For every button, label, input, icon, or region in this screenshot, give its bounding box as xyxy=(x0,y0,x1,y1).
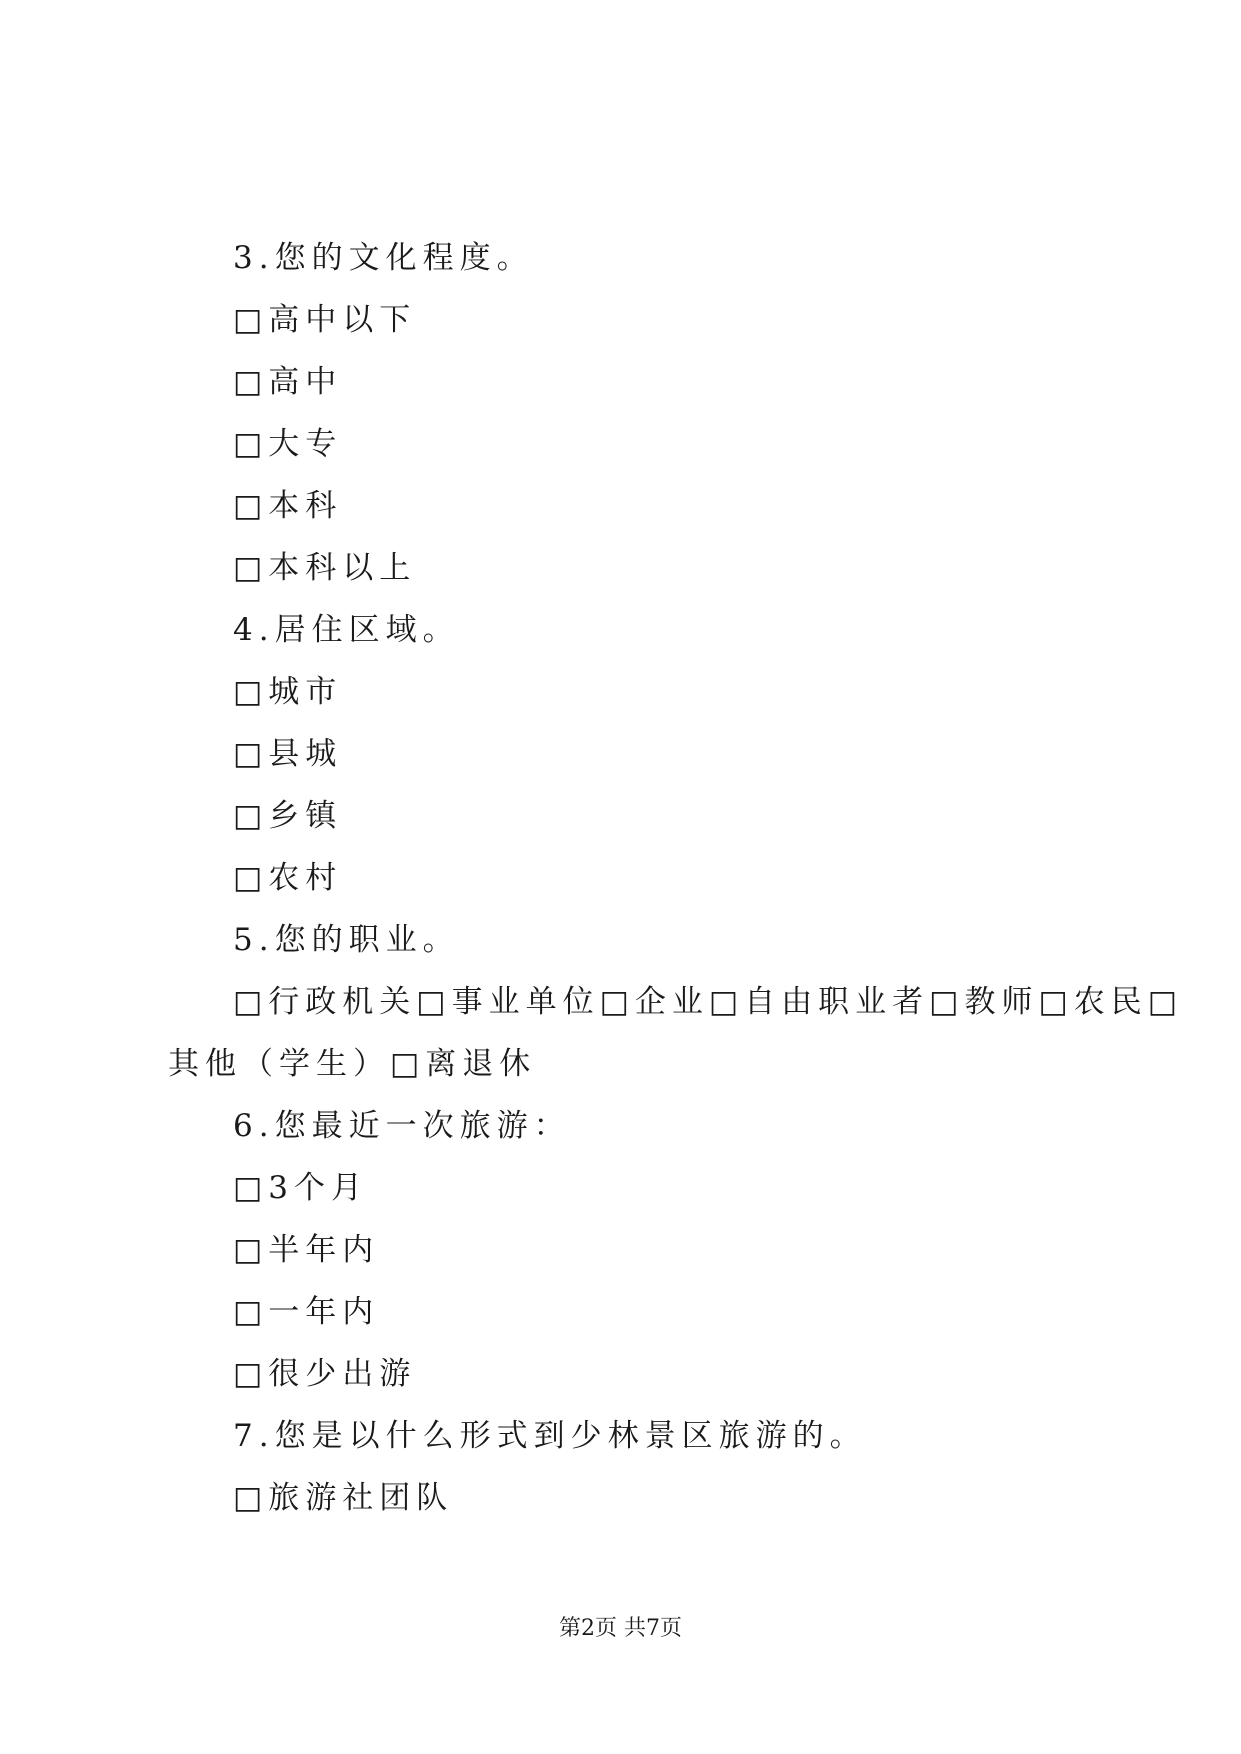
option-rural: □农村 xyxy=(233,860,343,896)
question-7-heading: 7.您是以什么形式到少林景区旅游的。 xyxy=(233,1418,867,1454)
question-3-heading: 3.您的文化程度。 xyxy=(233,240,534,276)
occupation-options: □行政机关□事业单位□企业□自由职业者□教师□农民□ xyxy=(233,984,1184,1020)
option-county-town: □县城 xyxy=(233,736,343,772)
option-one-year: □一年内 xyxy=(233,1294,380,1330)
option-above-bachelor: □本科以上 xyxy=(233,550,417,586)
option-below-high-school: □高中以下 xyxy=(233,302,417,338)
option-high-school: □高中 xyxy=(233,364,343,400)
question-5-heading: 5.您的职业。 xyxy=(233,922,460,958)
question-6-heading: 6.您最近一次旅游： xyxy=(233,1108,571,1144)
option-township: □乡镇 xyxy=(233,798,343,834)
option-junior-college: □大专 xyxy=(233,426,343,462)
question-4-heading: 4.居住区域。 xyxy=(233,612,460,648)
option-city: □城市 xyxy=(233,674,343,710)
option-tour-group: □旅游社团队 xyxy=(233,1480,454,1516)
option-rarely-travel: □很少出游 xyxy=(233,1356,417,1392)
option-half-year: □半年内 xyxy=(233,1232,380,1268)
page-number-footer: 第2页 共7页 xyxy=(559,1616,682,1641)
option-bachelor: □本科 xyxy=(233,488,343,524)
option-3-months: □3个月 xyxy=(233,1170,369,1206)
occupation-options-continued: 其他（学生）□离退休 xyxy=(168,1046,537,1082)
